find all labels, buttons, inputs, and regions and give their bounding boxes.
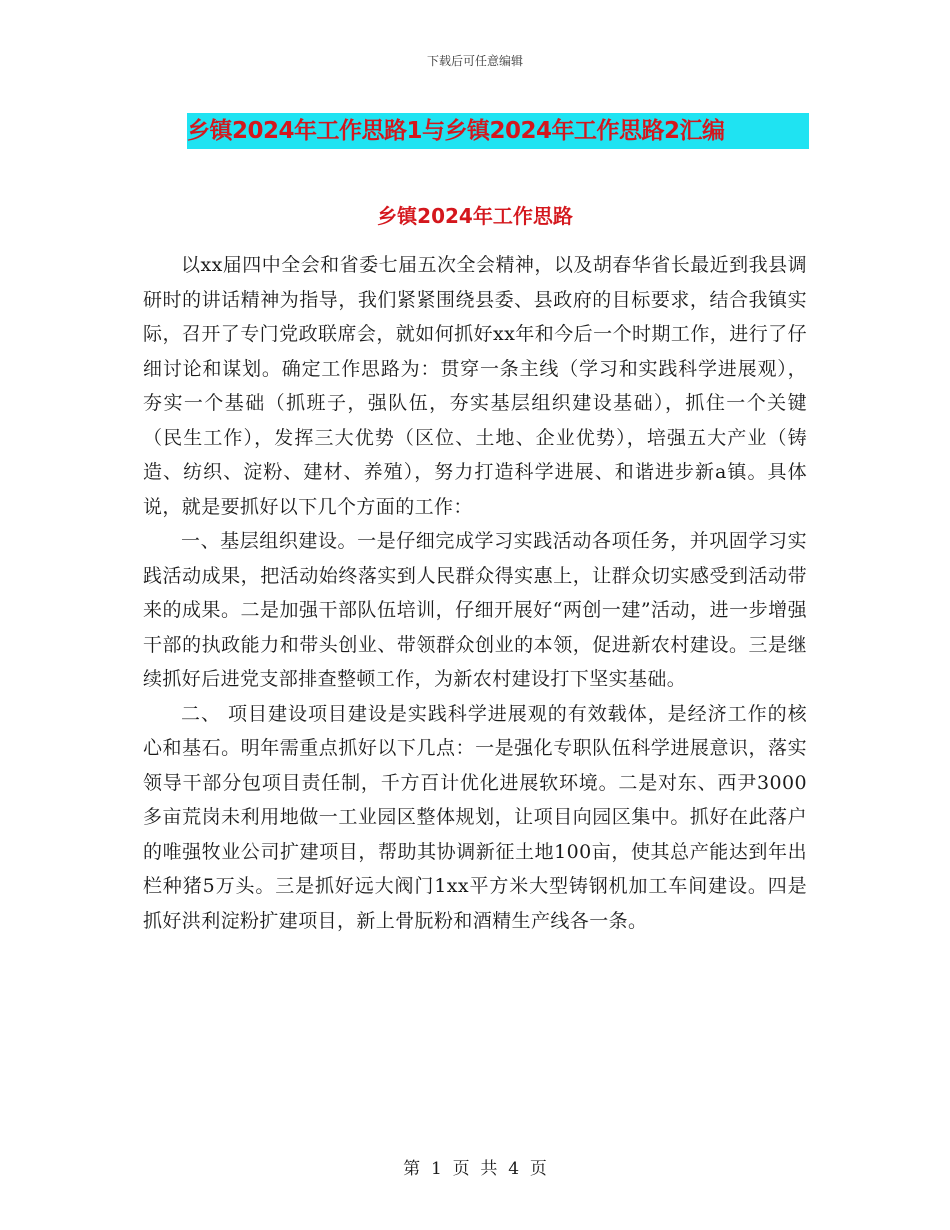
paragraph-projects: 二、 项目建设项目建设是实践科学进展观的有效载体，是经济工作的核心和基石。明年需重点抓好以下几点：一是强化专职队伍科学进展意识，落实领导干部分包项目责任制，千方百计优化进展软环境。二是对东、西尹3000多亩荒岗未利用地做一工业园区整体规划，让项目向园区集中。抓好在此落户的唯强牧业公司扩建项目，帮助其协调新征土地100亩，使其总产能达到年出栏种猪5万头。三是抓好远大阀门1xx平方米大型铸钢机加工车间建设。四是抓好洪利淀粉扩建项目，新上骨朊粉和酒精生产线各一条。: [143, 702, 807, 932]
document-title: 乡镇2024年工作思路1与乡镇2024年工作思路2汇编: [187, 113, 809, 149]
paragraph-organization: 一、基层组织建设。一是仔细完成学习实践活动各项任务，并巩固学习实践活动成果，把活动始终落实到人民群众得实惠上，让群众切实感受到活动带来的成果。二是加强干部队伍培训，仔细开展好“两创一建”活动，进一步增强干部的执政能力和带头创业、带领群众创业的本领，促进新农村建设。三是继续抓好后进党支部排查整顿工作，为新农村建设打下坚实基础。: [143, 530, 807, 690]
paragraph-intro: 以xx届四中全会和省委七届五次全会精神，以及胡春华省长最近到我县调研时的讲话精神为指导，我们紧紧围绕县委、县政府的目标要求，结合我镇实际，召开了专门党政联席会，就如何抓好xx年和今后一个时期工作，进行了仔细讨论和谋划。确定工作思路为：贯穿一条主线（学习和实践科学进展观），夯实一个基础（抓班子，强队伍，夯实基层组织建设基础），抓住一个关键（民生工作），发挥三大优势（区位、土地、企业优势），培强五大产业（铸造、纺织、淀粉、建材、养殖），努力打造科学进展、和谐进步新a镇。具体说，就是要抓好以下几个方面的工作：: [143, 254, 807, 518]
page-header: 下载后可任意编辑: [426, 54, 523, 68]
section-title: 乡镇2024年工作思路: [377, 204, 573, 228]
document-body: [143, 248, 807, 938]
page-number: 第 1 页 共 4 页: [403, 1159, 547, 1179]
